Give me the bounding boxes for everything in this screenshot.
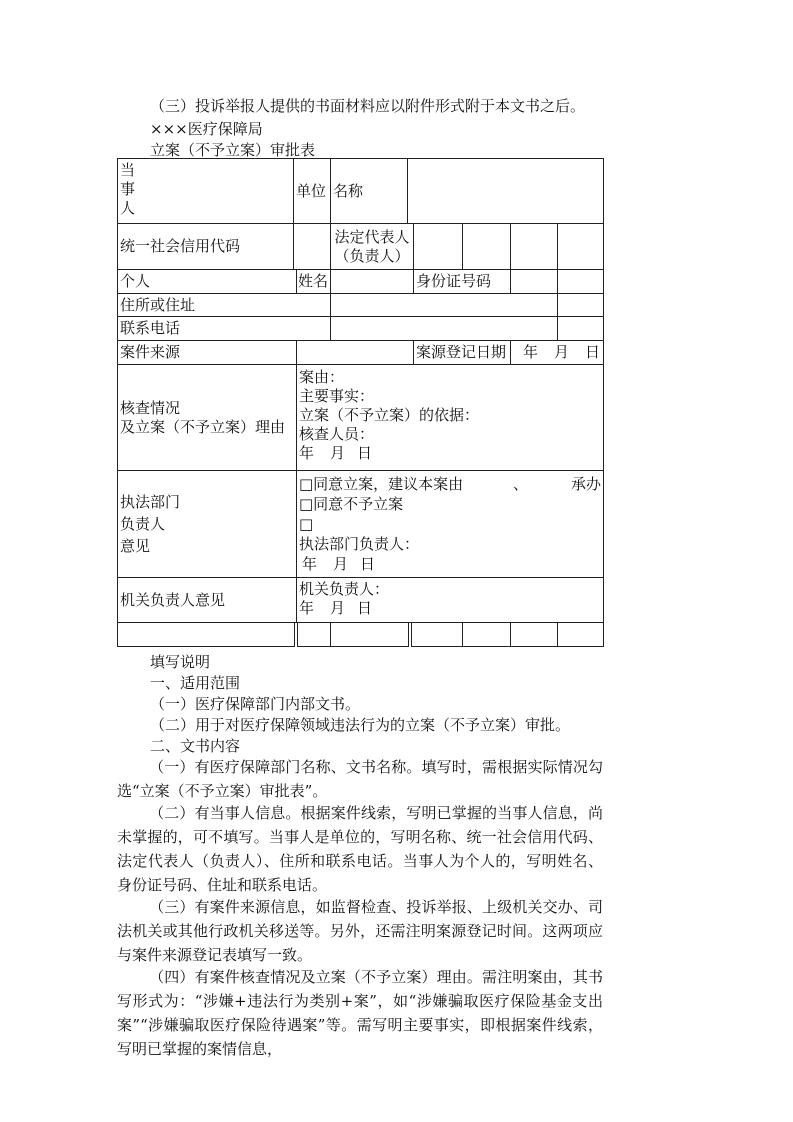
footer-cell-6[interactable] [510, 622, 558, 647]
credit-code-field[interactable] [293, 223, 331, 270]
section-1-item-2: （二）用于对医疗保障领域违法行为的立案（不予立案）审批。 [150, 716, 571, 734]
legal-rep-field-4[interactable] [557, 223, 604, 270]
name-label-cell [330, 158, 408, 224]
agency-name: ×××医疗保障局 [150, 120, 263, 138]
note-line: （三）投诉举报人提供的书面材料应以附件形式附于本文书之后。 [150, 97, 586, 115]
section-1-heading: 一、适用范围 [150, 674, 241, 692]
dept-date-year: 年 [302, 555, 318, 573]
individual-label: 个人 [120, 272, 151, 290]
instructions-title: 填写说明 [150, 653, 211, 671]
source-date-day: 日 [584, 343, 600, 361]
dept-content-cell [296, 470, 604, 578]
address-field[interactable] [330, 293, 558, 317]
dept-date-day: 日 [360, 555, 376, 573]
legal-rep-label-cell [330, 223, 414, 270]
approve-option-row[interactable] [299, 474, 601, 494]
reject-option[interactable]: □同意不予立案 [299, 495, 404, 513]
agency-opinion-label-cell [117, 577, 297, 623]
content-paragraph-1-text: （一）有医疗保障部门名称、文书名称。填写时，需根据实际情况勾选“立案（不予立案）审批表”。 [117, 758, 603, 800]
unit-label-cell [293, 158, 331, 224]
case-source-field[interactable] [296, 340, 414, 365]
agency-signer-line: 机关负责人： [299, 580, 390, 598]
reviewer-line: 核查人员： [299, 425, 375, 443]
id-number-label-cell [413, 269, 511, 294]
phone-label-cell [117, 316, 331, 341]
source-date-year: 年 [523, 343, 539, 361]
dept-date-line [299, 554, 601, 574]
content-paragraph-3 [117, 895, 603, 967]
address-label: 住所或住址 [120, 295, 196, 314]
name-field[interactable] [407, 158, 604, 224]
dept-label-1: 执法部门 [120, 493, 181, 511]
footer-cell-4[interactable] [411, 622, 463, 647]
address-label-cell [117, 293, 331, 317]
phone-field[interactable] [330, 316, 558, 341]
id-number-field-1[interactable] [510, 269, 558, 294]
basis-line: 立案（不予立案）的依据： [299, 406, 480, 424]
agency-opinion-label: 机关负责人意见 [120, 590, 226, 609]
source-date-label: 案源登记日期 [416, 343, 507, 361]
review-date-month: 月 [330, 444, 346, 462]
content-paragraph-4 [117, 965, 603, 1061]
review-date-line [299, 444, 601, 463]
section-1-item-1: （一）医疗保障部门内部文书。 [150, 695, 361, 713]
review-date-day: 日 [357, 444, 373, 462]
legal-rep-label-2: （负责人） [334, 247, 410, 265]
legal-rep-field-3[interactable] [510, 223, 558, 270]
legal-rep-label-1: 法定代表人 [334, 228, 410, 246]
person-name-label: 姓名 [298, 272, 329, 290]
unit-label: 单位 [296, 181, 327, 200]
form-title: 立案（不予立案）审批表 [150, 141, 316, 159]
dept-date-month: 月 [333, 555, 349, 573]
dept-signer-line: 执法部门负责人： [299, 535, 420, 553]
review-content-cell[interactable] [296, 364, 604, 471]
footer-cell-5[interactable] [462, 622, 511, 647]
case-cause-line: 案由： [299, 368, 345, 386]
party-label-1: 当 [120, 161, 136, 179]
party-label-cell [117, 158, 294, 224]
party-label-3: 人 [120, 199, 136, 217]
content-paragraph-4-text: （四）有案件核查情况及立案（不予立案）理由。需注明案由，其书写形式为：“涉嫌+违法行为类别+案”，如“涉嫌骗取医疗保险基金支出案”“涉嫌骗取医疗保险待遇案”等。需写明主要事实，即根据案件线索，写明已掌握的案情信息， [117, 968, 603, 1058]
review-label-1: 核查情况 [120, 398, 181, 417]
content-paragraph-2 [117, 801, 603, 897]
content-paragraph-1 [117, 755, 603, 803]
id-number-field-2[interactable] [557, 269, 604, 294]
credit-code-label: 统一社会信用代码 [120, 237, 241, 255]
approve-separator: 、 [513, 475, 529, 493]
approve-handler-label: 承办 [570, 475, 601, 493]
footer-cell-7[interactable] [557, 622, 604, 647]
content-paragraph-3-text: （三）有案件来源信息，如监督检查、投诉举报、上级机关交办、司法机关或其他行政机关移送等。另外，还需注明案源登记时间。这两项应与案件来源登记表填写一致。 [117, 898, 603, 964]
person-name-field[interactable] [330, 269, 414, 294]
agency-date-month: 月 [330, 599, 346, 617]
phone-extra-field[interactable] [557, 316, 604, 341]
agency-date-year: 年 [299, 599, 315, 617]
other-option-checkbox[interactable]: □ [299, 515, 314, 533]
footer-cell-1[interactable] [117, 622, 295, 647]
case-source-label: 案件来源 [120, 343, 181, 361]
dept-label-2: 负责人 [120, 515, 166, 533]
credit-code-label-cell [117, 223, 294, 270]
id-number-label: 身份证号码 [416, 272, 492, 290]
legal-rep-field-1[interactable] [413, 223, 463, 270]
content-paragraph-2-text: （二）有当事人信息。根据案件线索，写明已掌握的当事人信息，尚未掌握的，可不填写。当事人是单位的，写明名称、统一社会信用代码、法定代表人（负责人）、住所和联系电话。当事人为个人的，写明姓名、身份证号码、住址和联系电话。 [117, 804, 603, 894]
approve-option[interactable]: □同意立案，建议本案由 [299, 475, 464, 493]
party-label-2: 事 [120, 180, 136, 198]
agency-date-line [299, 599, 601, 618]
footer-cell-3[interactable] [330, 622, 409, 647]
person-name-label-cell [296, 269, 331, 294]
dept-label-3: 意见 [120, 537, 151, 555]
source-date-month: 月 [553, 343, 569, 361]
review-date-year: 年 [299, 444, 315, 462]
individual-label-cell [117, 269, 297, 294]
dept-label-cell [117, 470, 297, 578]
review-label-cell [117, 364, 297, 471]
main-facts-line: 主要事实： [299, 387, 375, 405]
agency-opinion-content-cell[interactable] [296, 577, 604, 623]
agency-date-day: 日 [357, 599, 373, 617]
source-date-field[interactable] [510, 340, 604, 365]
source-date-label-cell [413, 340, 511, 365]
section-2-heading: 二、文书内容 [150, 737, 241, 755]
case-source-label-cell [117, 340, 297, 365]
phone-label: 联系电话 [120, 319, 181, 337]
legal-rep-field-2[interactable] [462, 223, 511, 270]
footer-cell-2[interactable] [297, 622, 331, 647]
review-label-2: 及立案（不予立案）理由 [120, 417, 286, 436]
address-extra-field[interactable] [557, 293, 604, 317]
name-label: 名称 [333, 181, 364, 200]
